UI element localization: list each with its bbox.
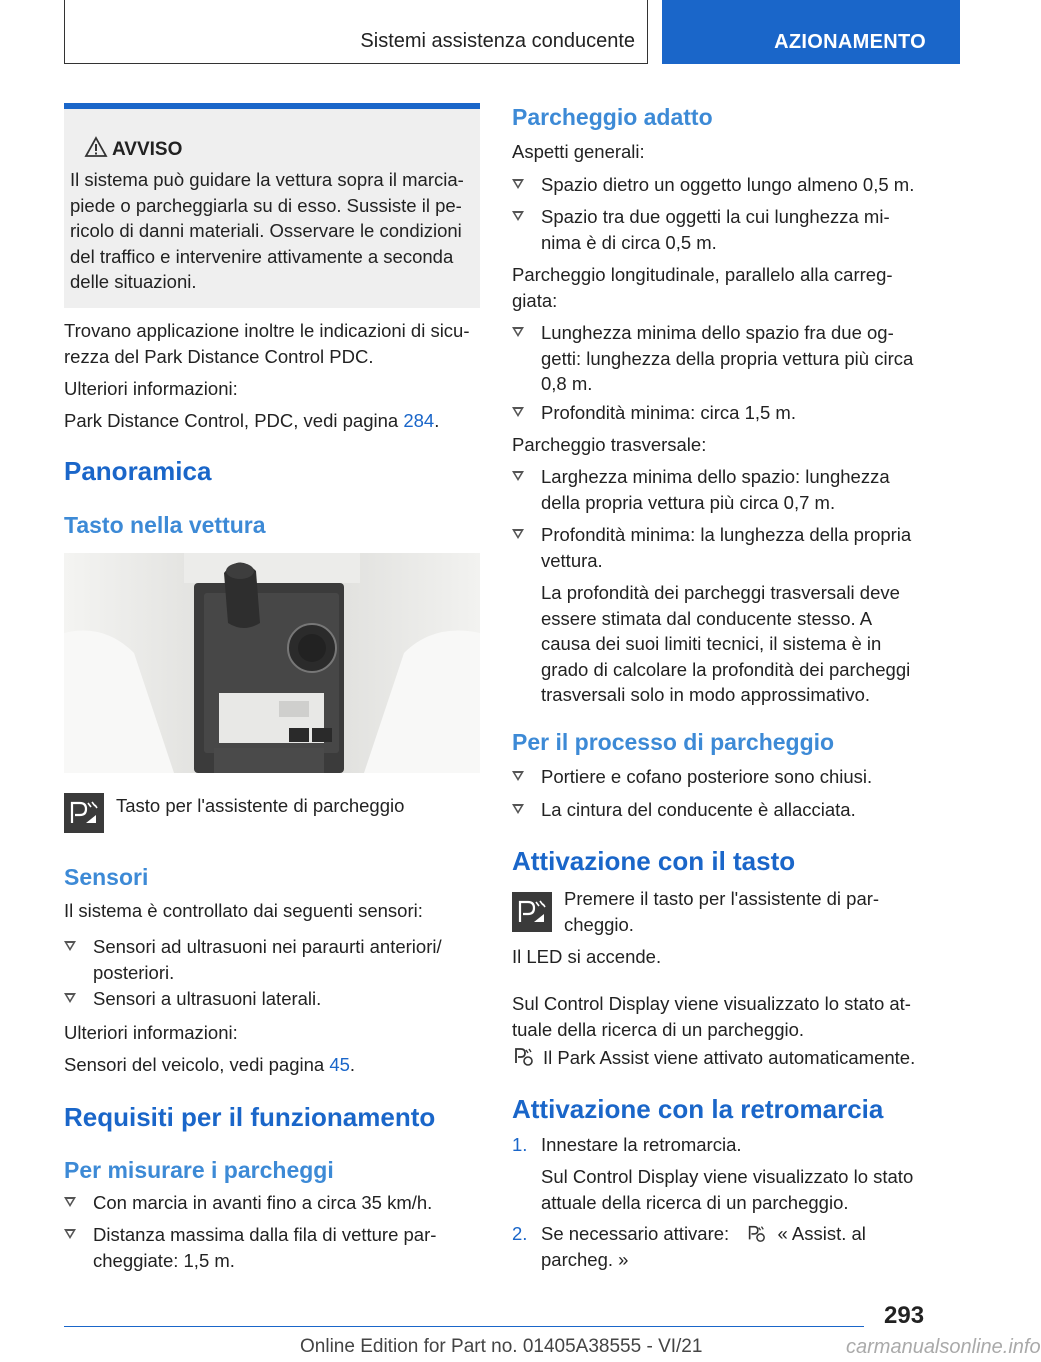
heading-misurare: Per misurare i parcheggi <box>64 1157 334 1183</box>
bullet-triangle-icon <box>512 179 524 189</box>
bullet-triangle-icon <box>512 529 524 539</box>
step-number: 2. <box>512 1223 528 1244</box>
transverse-note: La profondità dei parcheggi trasversali deve essere stimata dal conducente stesso. A causa dei suoi limiti tecnici, il sistema è in grado di calcolare la profondità dei parcheggi trasversali solo in modo approssimativo. <box>541 582 911 706</box>
more-info-label: Ulteriori informazioni: <box>64 378 238 399</box>
heading-requisiti: Requisiti per il funzionamento <box>64 1102 436 1132</box>
heading-sensori: Sensori <box>64 864 149 890</box>
bullet-triangle-icon <box>512 327 524 337</box>
step-number: 1. <box>512 1134 528 1155</box>
heading-attivazione-tasto: Attivazione con il tasto <box>512 846 796 876</box>
parking-assistant-button-icon <box>64 793 104 833</box>
warning-triangle-icon <box>84 136 108 158</box>
sensors-reference: Sensori del veicolo, vedi pagina 45. <box>64 1054 356 1075</box>
more-info-label: Ulteriori informazioni: <box>64 1022 238 1043</box>
bullet-triangle-icon <box>512 471 524 481</box>
console-photo <box>64 553 480 773</box>
warning-text: Il sistema può guidare la vettura sopra il marcia- piede o parcheggiarla su di esso. Sussiste il pe- ricolo di danni materiali. Osservare le condizioni del traffico e intervenire attivamente a seconda delle situazioni. <box>70 169 464 293</box>
heading-attivazione-retro: Attivazione con la retromarcia <box>512 1094 884 1124</box>
transverse-label: Parcheggio trasversale: <box>512 434 707 455</box>
watermark: carmanualsonline.info <box>846 1336 1041 1358</box>
park-assist-icon <box>512 1045 534 1067</box>
page-number: 293 <box>884 1302 925 1329</box>
bullet-triangle-icon <box>64 941 76 951</box>
bullet-triangle-icon <box>512 407 524 417</box>
longitudinal-label: Parcheggio longitudinale, parallelo alla carreg- giata: <box>512 264 893 311</box>
warning-title: AVVISO <box>112 139 183 160</box>
safety-paragraph: Trovano applicazione inoltre le indicazioni di sicu- rezza del Park Distance Control PDC. <box>64 320 470 367</box>
section-title: Sistemi assistenza conducente <box>360 30 635 52</box>
bullet-triangle-icon <box>64 1197 76 1207</box>
control-display-text: Sul Control Display viene visualizzato lo stato at- tuale della ricerca di un parcheggio. <box>512 993 911 1040</box>
section-tab <box>64 0 648 64</box>
led-text: Il LED si accende. <box>512 946 662 967</box>
parking-assistant-button-icon <box>512 892 552 932</box>
page-header <box>0 0 960 66</box>
bullet-triangle-icon <box>512 804 524 814</box>
step-note: Sul Control Display viene visualizzato lo stato attuale della ricerca di un parcheggio. <box>541 1166 914 1213</box>
auto-activation-text: Il Park Assist viene attivato automaticamente. <box>543 1047 916 1068</box>
park-assist-icon <box>746 1223 766 1243</box>
page-link-284[interactable]: 284 <box>403 410 435 431</box>
activation-instruction: Premere il tasto per l'assistente di par- cheggio. <box>564 888 880 935</box>
edition-footer: Online Edition for Part no. 01405A38555 - VI/21 <box>300 1336 703 1357</box>
heading-panoramica: Panoramica <box>64 456 212 486</box>
aspetti-label: Aspetti generali: <box>512 141 645 162</box>
pdc-reference: Park Distance Control, PDC, vedi pagina 284. <box>64 410 440 431</box>
heading-tasto: Tasto nella vettura <box>64 512 266 538</box>
footer-divider <box>64 1326 864 1327</box>
chapter-tab <box>662 0 960 64</box>
heading-processo: Per il processo di parcheggio <box>512 729 835 755</box>
bullet-triangle-icon <box>512 771 524 781</box>
bullet-triangle-icon <box>64 1229 76 1239</box>
chapter-title: AZIONAMENTO <box>774 31 926 53</box>
sensori-intro: Il sistema è controllato dai seguenti sensori: <box>64 900 423 921</box>
bullet-triangle-icon <box>64 993 76 1003</box>
page-link-45[interactable]: 45 <box>329 1054 350 1075</box>
button-caption: Tasto per l'assistente di parcheggio <box>116 795 405 816</box>
heading-parcheggio-adatto: Parcheggio adatto <box>512 104 713 130</box>
bullet-triangle-icon <box>512 211 524 221</box>
warning-box <box>64 103 480 308</box>
